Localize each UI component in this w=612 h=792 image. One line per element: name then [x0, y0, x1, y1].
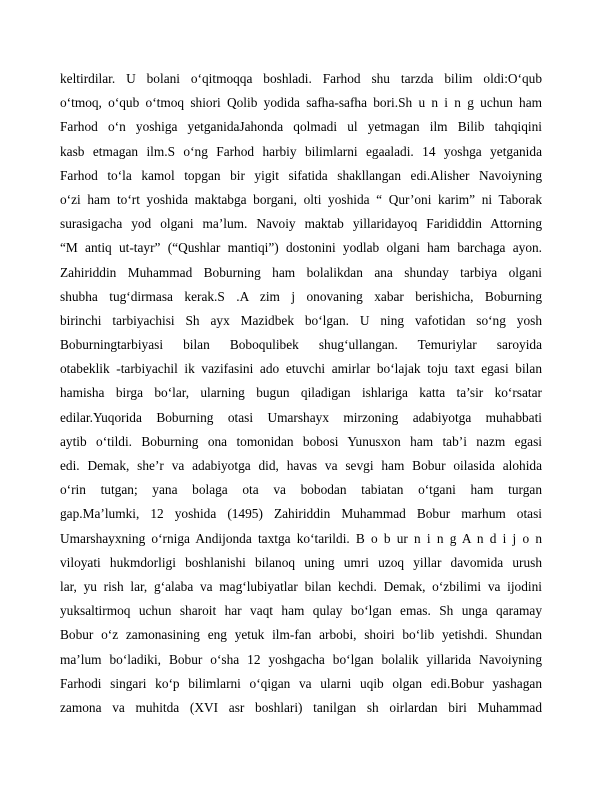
text-line: surasigacha yod olgani ma’lum. Navoiy maktab yillaridayoq Farididdin Attorning [60, 216, 542, 232]
text-line: edi. Demak, she’r va adabiyotga did, havas va sevgi ham Bobur oilasida alohida [60, 458, 542, 473]
text-line: otabeklik -tarbiyachil ik vazifasini ado etuvchi amirlar bo‘lajak toju taxt egasi bilan [60, 361, 542, 377]
text-line: o‘zi ham to‘rt yoshida maktabga borgani, olti yoshida “ Qur’oni karim” ni Taborak [60, 191, 542, 207]
text-line: “M antiq ut-tayr” (“Qushlar mantiqi”) dostonini yodlab olgani ham barchaga ayon. [60, 240, 542, 256]
text-line: viloyati hukmdorligi boshlanishi bilanoq uning umri uzoq yillar davomida urush [60, 554, 542, 570]
text-line: birinchi tarbiyachisi Sh ayx Mazidbek bo‘lgan. U ning vafotidan so‘ng yosh [60, 312, 542, 328]
text-line: ma’lum bo‘ladiki, Bobur o‘sha 12 yoshgacha bo‘lgan bolalik yillarida Navoiyning [60, 651, 542, 667]
text-line: o‘tmoq, o‘qub o‘tmoq shiori Qolib yodida safha-safha bori.Sh u n i n g uchun ham [60, 95, 542, 111]
text-line: kasb etmagan ilm.S o‘ng Farhod harbiy bilimlarni egaaladi. 14 yoshga yetganida [60, 143, 542, 159]
text-line: edilar.Yuqorida Boburning otasi Umarshayx mirzoning adabiyotga muhabbati [60, 409, 542, 425]
text-line: lar, yu rish lar, g‘alaba va mag‘lubiyatlar bilan kechdi. Demak, o‘zbilimi va ijodini [60, 578, 542, 594]
text-line: Bobur o‘z zamonasining eng yetuk ilm-fan arbobi, shoiri bo‘lib yetishdi. Shundan [60, 627, 542, 643]
text-line: gap.Ma’lumki, 12 yoshida (1495) Zahiriddin Muhammad Bobur marhum otasi [60, 506, 542, 522]
text-line: shubha tug‘dirmasa kerak.S .A zim j onovaning xabar berishicha, Boburning [60, 288, 542, 304]
text-line: yuksaltirmoq uchun sharoit har vaqt ham qulay bo‘lgan emas. Sh unga qaramay [60, 603, 542, 619]
text-line: Farhod to‘la kamol topgan bir yigit sifatida shakllangan edi.Alisher Navoiyning [60, 167, 542, 183]
text-line: Umarshayxning o‘rniga Andijonda taxtga ko‘tarildi. B o b ur n i n g A n d i j o n [60, 530, 542, 546]
text-line: keltirdilar. U bolani o‘qitmoqqa boshladi. Farhod shu tarzda bilim oldi:O‘qub [60, 71, 542, 86]
text-line: Farhodi singari ko‘p bilimlarni o‘qigan va ularni uqib olgan edi.Bobur yashagan [60, 675, 542, 691]
text-line: Zahiriddin Muhammad Boburning ham bolalikdan ana shunday tarbiya olgani [60, 264, 542, 280]
text-line: o‘rin tutgan; yana bolaga ota va bobodan tabiatan o‘tgani ham turgan [60, 482, 542, 498]
body-text [60, 67, 542, 720]
text-line: aytib o‘tildi. Boburning ona tomonidan bobosi Yunusxon ham tab’i nazm egasi [60, 433, 542, 449]
text-line: zamona va muhitda (XVI asr boshlari) tanilgan sh oirlardan biri Muhammad [60, 699, 542, 715]
text-line: Farhod o‘n yoshiga yetganidaJahonda qolmadi ul yetmagan ilm Bilib tahqiqini [60, 119, 542, 135]
text-line: Boburningtarbiyasi bilan Boboqulibek shug‘ullangan. Temuriylar saroyida [60, 337, 542, 353]
text-line: hamisha birga bo‘lar, ularning bugun qiladigan ishlariga katta ta’sir ko‘rsatar [60, 385, 542, 401]
